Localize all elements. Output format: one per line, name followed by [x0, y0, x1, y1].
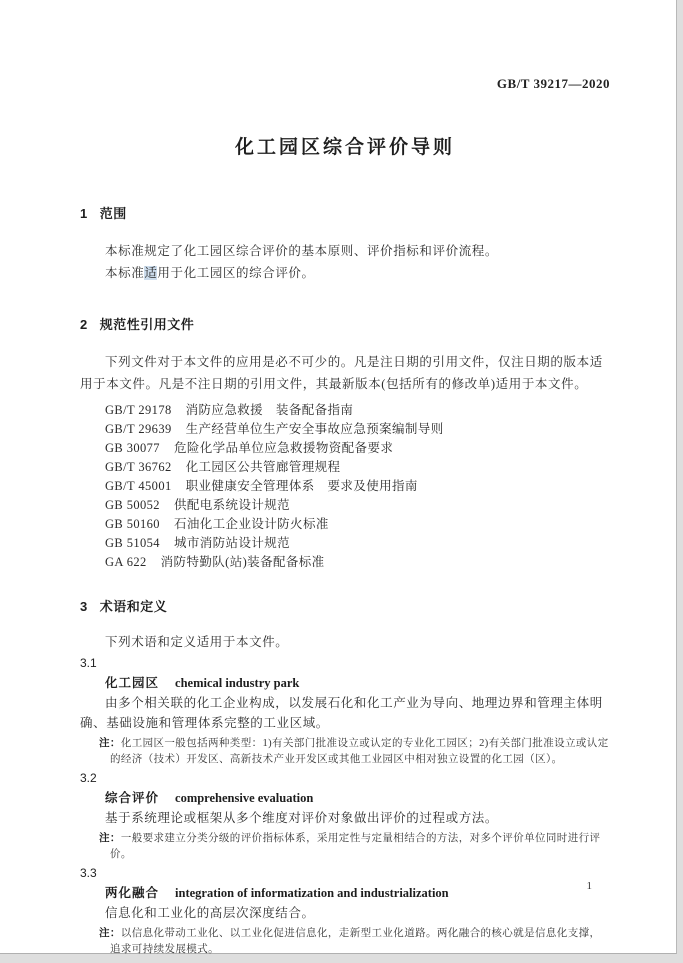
term-english: chemical industry park: [175, 676, 300, 690]
term-3-1: [80, 653, 610, 768]
term-note: [80, 830, 610, 863]
note-label: 注：: [99, 832, 121, 844]
term-definition: 基于系统理论或框架从多个维度对评价对象做出评价的过程或方法。: [105, 811, 499, 825]
term-3-3: [80, 863, 610, 958]
scope-paragraph-2-pre: 本标准: [105, 266, 145, 280]
reference-item: [80, 553, 610, 572]
term-chinese: 两化融合: [105, 886, 160, 900]
section-2-heading: [80, 314, 610, 333]
note-text: 一般要求建立分类分级的评价指标体系，采用定性与定量相结合的方法，对多个评价单位同时进行评价。: [110, 833, 601, 860]
reference-title: 消防特勤队(站)装备配备标准: [160, 555, 325, 569]
section-scope: [80, 203, 610, 284]
term-note: [80, 925, 610, 958]
reference-item: [80, 477, 610, 496]
section-1-title: 范围: [99, 206, 127, 221]
section-1-number: 1: [80, 206, 88, 221]
section-3-title: 术语和定义: [99, 599, 168, 614]
reference-item: [80, 439, 610, 458]
reference-item: [80, 458, 610, 477]
standard-number: GB/T 39217—2020: [496, 76, 610, 91]
reference-title: 城市消防站设计规范: [173, 536, 291, 550]
note-text: 以信息化带动工业化、以工业化促进信息化，走新型工业化道路。两化融合的核心就是信息化支撑，追求可持续发展模式。: [110, 928, 601, 955]
text-selection-highlight: 适: [144, 266, 158, 280]
reference-title: 职业健康安全管理体系 要求及使用指南: [185, 479, 418, 493]
document-title: 化工园区综合评价导则: [234, 137, 455, 158]
section-2-number: 2: [80, 317, 88, 332]
term-heading: [80, 788, 610, 808]
term-number: 3.2: [80, 771, 97, 785]
term-3-2: [80, 768, 610, 863]
reference-code: GB/T 29639: [105, 422, 172, 436]
section-3-heading: [80, 596, 610, 615]
reference-code: GB 50160: [105, 517, 160, 531]
reference-code: GB/T 36762: [105, 460, 172, 474]
reference-title: 供配电系统设计规范: [173, 498, 291, 512]
section-terms-definitions: [80, 596, 610, 958]
section-3-number: 3: [80, 599, 88, 614]
reference-code: GB 30077: [105, 441, 160, 455]
reference-code: GB/T 45001: [105, 479, 172, 493]
reference-item: [80, 401, 610, 420]
note-label: 注：: [99, 927, 121, 939]
term-chinese: 化工园区: [105, 676, 160, 690]
term-number: 3.1: [80, 656, 97, 670]
term-heading: [80, 883, 610, 903]
section-normative-references: [80, 314, 610, 572]
reference-code: GB 50052: [105, 498, 160, 512]
term-note: [80, 735, 610, 768]
reference-code: GA 622: [105, 555, 147, 569]
reference-title: 化工园区公共管廊管理规程: [185, 460, 341, 474]
reference-title: 生产经营单位生产安全事故应急预案编制导则: [185, 422, 444, 436]
term-number: 3.3: [80, 866, 97, 880]
section-2-title: 规范性引用文件: [99, 317, 195, 332]
references-intro: 下列文件对于本文件的应用是必不可少的。凡是注日期的引用文件，仅注日期的版本适用于本文件。凡是不注日期的引用文件，其最新版本(包括所有的修改单)适用于本文件。: [80, 355, 603, 391]
scope-paragraph-1: 本标准规定了化工园区综合评价的基本原则、评价指标和评价流程。: [105, 244, 499, 258]
reference-item: [80, 420, 610, 439]
reference-title: 危险化学品单位应急救援物资配备要求: [173, 441, 394, 455]
page-number: 1: [586, 880, 592, 892]
reference-item: [80, 496, 610, 515]
reference-code: GB 51054: [105, 536, 160, 550]
term-definition: 由多个相关联的化工企业构成，以发展石化和化工产业为导向、地理边界和管理主体明确、基础设施和管理体系完整的工业区域。: [80, 696, 603, 730]
term-english: comprehensive evaluation: [175, 791, 314, 805]
term-chinese: 综合评价: [105, 791, 160, 805]
reference-code: GB/T 29178: [105, 403, 172, 417]
term-definition: 信息化和工业化的高层次深度结合。: [105, 906, 315, 920]
term-english: integration of informatization and industrialization: [175, 886, 449, 900]
term-heading: [80, 673, 610, 693]
note-label: 注：: [99, 737, 121, 749]
terms-intro: 下列术语和定义适用于本文件。: [105, 635, 289, 649]
reference-item: [80, 515, 610, 534]
reference-title: 石油化工企业设计防火标准: [173, 517, 329, 531]
note-text: 化工园区一般包括两种类型：1)有关部门批准设立或认定的专业化工园区；2)有关部门批准设立或认定的经济（技术）开发区、高新技术产业开发区或其他工业园区中相对独立设置的化工园（区）。: [110, 738, 609, 765]
section-1-heading: [80, 203, 610, 222]
reference-list: [80, 401, 610, 572]
scope-paragraph-2: [80, 262, 610, 284]
scope-paragraph-2-post: 用于化工园区的综合评价。: [157, 266, 315, 280]
reference-item: [80, 534, 610, 553]
reference-title: 消防应急救援 装备配备指南: [185, 403, 354, 417]
